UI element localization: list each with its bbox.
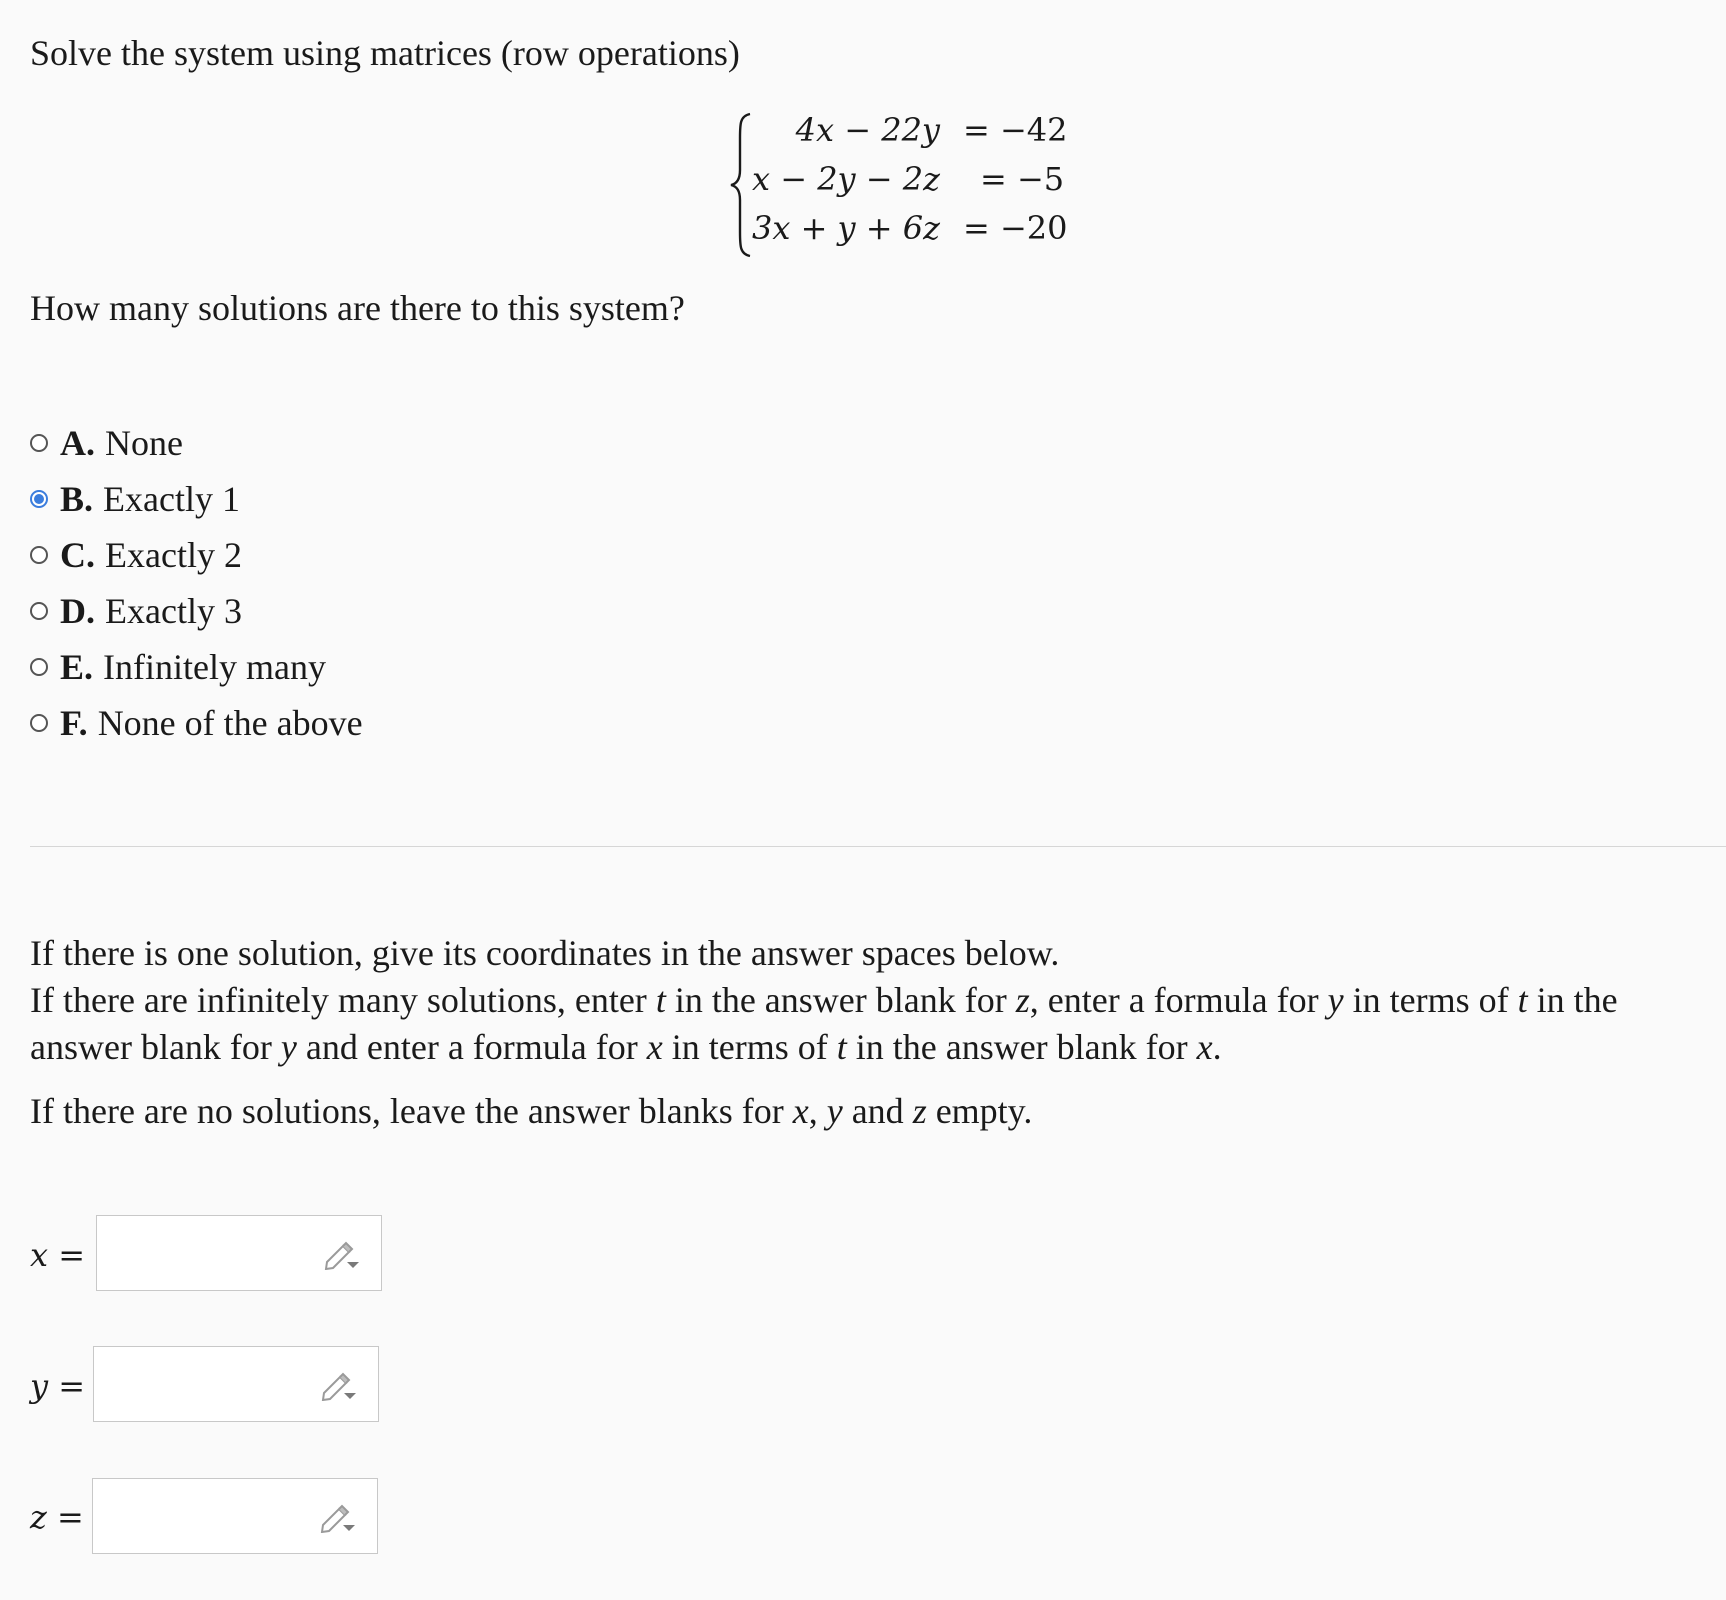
question-text: How many solutions are there to this system? [30, 288, 685, 328]
radio-button[interactable] [30, 546, 48, 564]
option-letter: C. [60, 534, 95, 575]
equation-row [751, 208, 940, 258]
option-letter: B. [60, 478, 94, 519]
option-letter: F. [60, 702, 88, 743]
equation-rhs: = −20 [963, 209, 1068, 247]
option-label: None [105, 422, 183, 463]
answer-instructions [30, 930, 1690, 1135]
x-answer-box[interactable] [96, 1215, 382, 1291]
pencil-edit-icon[interactable] [323, 1240, 361, 1270]
option-c[interactable] [30, 527, 363, 583]
equation-row [963, 110, 1073, 160]
left-brace-icon [728, 110, 754, 260]
equation-row [963, 208, 1073, 258]
x-answer-input[interactable] [97, 1216, 337, 1290]
radio-button-selected[interactable] [30, 490, 48, 508]
pencil-edit-icon[interactable] [319, 1503, 357, 1533]
option-letter: A. [60, 422, 95, 463]
equation-system [728, 110, 1068, 260]
instruction-infinite-solutions: If there are infinitely many solutions, enter t in the answer blank for z, enter a formula for y in terms of t in the answer blank for y and enter a formula for x in terms of t in the answer blank for x. [30, 979, 1618, 1067]
solution-count-options [30, 415, 363, 751]
option-label: Exactly 1 [103, 478, 240, 519]
pencil-edit-icon[interactable] [320, 1371, 358, 1401]
option-letter: D. [60, 590, 95, 631]
equation-rhs: = −5 [980, 160, 1065, 198]
option-d[interactable] [30, 583, 363, 639]
radio-button[interactable] [30, 714, 48, 732]
y-answer-label: y = [30, 1367, 86, 1405]
equation-row [980, 159, 1080, 209]
option-a[interactable] [30, 415, 363, 471]
y-answer-input[interactable] [94, 1347, 334, 1421]
z-answer-box[interactable] [92, 1478, 378, 1554]
radio-button[interactable] [30, 434, 48, 452]
instruction-one-solution: If there is one solution, give its coordinates in the answer spaces below. [30, 933, 1060, 973]
z-answer-label: z = [30, 1498, 84, 1536]
equation-lhs: 3x + y + 6z [751, 209, 940, 247]
instruction-no-solutions: If there are no solutions, leave the answer blanks for x, y and z empty. [30, 1091, 1033, 1132]
equation-rhs: = −42 [963, 111, 1068, 149]
radio-button[interactable] [30, 602, 48, 620]
problem-prompt: Solve the system using matrices (row operations) [30, 33, 740, 73]
option-f[interactable] [30, 695, 363, 751]
option-label: Infinitely many [103, 646, 326, 687]
equation-row [751, 159, 940, 209]
option-label: Exactly 2 [105, 534, 242, 575]
y-answer-box[interactable] [93, 1346, 379, 1422]
equation-lhs: x − 2y − 2z [751, 160, 940, 198]
equation-row [758, 110, 940, 160]
radio-button[interactable] [30, 658, 48, 676]
option-label: None of the above [97, 702, 363, 743]
option-letter: E. [60, 646, 94, 687]
option-e[interactable] [30, 639, 363, 695]
equation-lhs: 4x − 22y [795, 111, 940, 149]
x-answer-label: x = [30, 1236, 86, 1274]
option-b[interactable] [30, 471, 363, 527]
section-divider [30, 846, 1726, 847]
z-answer-input[interactable] [93, 1479, 333, 1553]
option-label: Exactly 3 [105, 590, 242, 631]
